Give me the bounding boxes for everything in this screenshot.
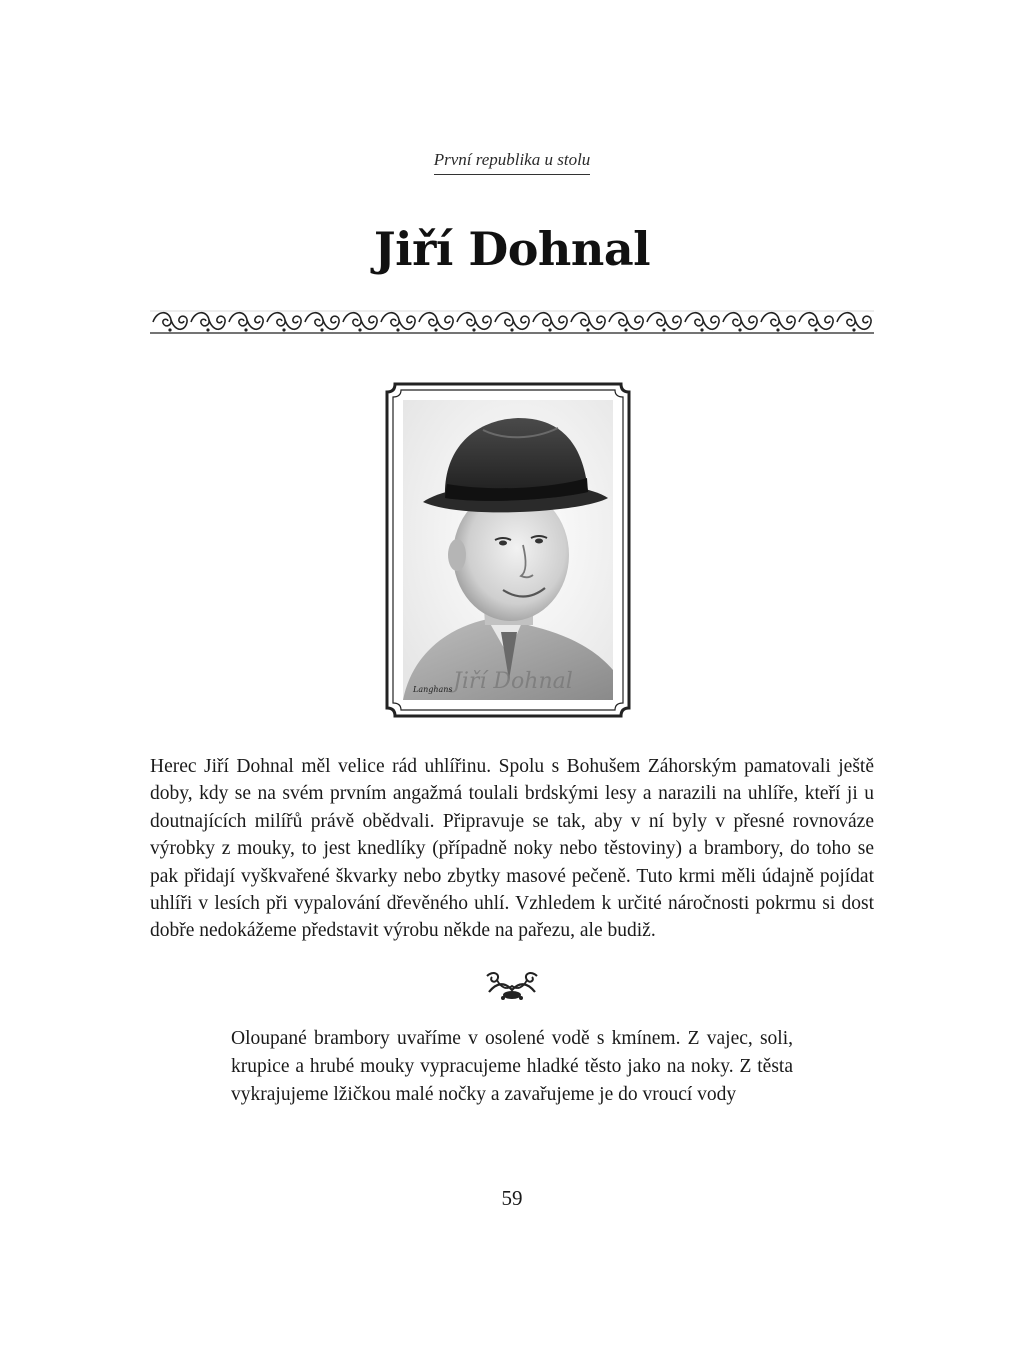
running-head <box>0 150 1024 175</box>
ornament-unit-icon <box>457 313 491 332</box>
ornament-unit-icon <box>761 313 795 332</box>
fleuron-ornament-icon <box>483 968 541 1002</box>
ornament-unit-icon <box>723 313 757 332</box>
ornament-unit-icon <box>267 313 301 332</box>
page-title: Jiří Dohnal <box>373 222 651 276</box>
ornament-unit-icon <box>419 313 453 332</box>
ornament-unit-icon <box>837 313 871 332</box>
ornament-unit-icon <box>495 313 529 332</box>
ornament-unit-icon <box>153 313 187 332</box>
running-head-text: První republika u stolu <box>434 150 591 175</box>
ornamental-divider-icon <box>150 306 874 338</box>
ornament-unit-icon <box>343 313 377 332</box>
recipe-paragraph: Oloupané brambory uvaříme v osolené vodě s kmínem. Z vajec, soli, krupice a hrubé mouky vypracujeme hladké těsto jako na noky. Z těsta vykrajujeme lžičkou malé nočky a zavařujeme je do vroucí vody <box>231 1028 793 1105</box>
ornament-unit-icon <box>685 313 719 332</box>
ornament-unit-icon <box>305 313 339 332</box>
portrait-photo <box>383 380 633 720</box>
intro-paragraph: Herec Jiří Dohnal měl velice rád uhlířinu. Spolu s Bohušem Záhorským pamatovali ještě doby, kdy se na svém prvním angažmá toulali brdskými lesy a narazili na uhlíře, kteří ji u doutnajících milířů právě obědvali. Připravuje se tak, aby v ní byly v přesné rovnováze výrobky z mouky, to jest knedlíky (případně noky nebo těstoviny) a brambory, do toho se pak přidají vyškvařené škvarky nebo zbytky masové pečeně. Tuto krmi měli údajně pojídat uhlíři v lesích při vypalování dřevěného uhlí. Vzhledem k určité náročnosti pokrmu si dost dobře nedokážeme představit výrobu někde na pařezu, ale budiž. <box>150 756 874 942</box>
ornament-unit-icon <box>647 313 681 332</box>
ornament-unit-icon <box>229 313 263 332</box>
ornament-unit-icon <box>571 313 605 332</box>
portrait-photo-frame <box>383 380 633 720</box>
page-number: 59 <box>501 1186 523 1210</box>
ornament-unit-icon <box>799 313 833 332</box>
ornament-unit-icon <box>381 313 415 332</box>
ornament-unit-icon <box>191 313 225 332</box>
ornament-unit-icon <box>609 313 643 332</box>
photo-studio-stamp: Langhans <box>413 685 453 694</box>
ornament-unit-icon <box>533 313 567 332</box>
photo-signature: Jiří Dohnal <box>453 669 573 694</box>
